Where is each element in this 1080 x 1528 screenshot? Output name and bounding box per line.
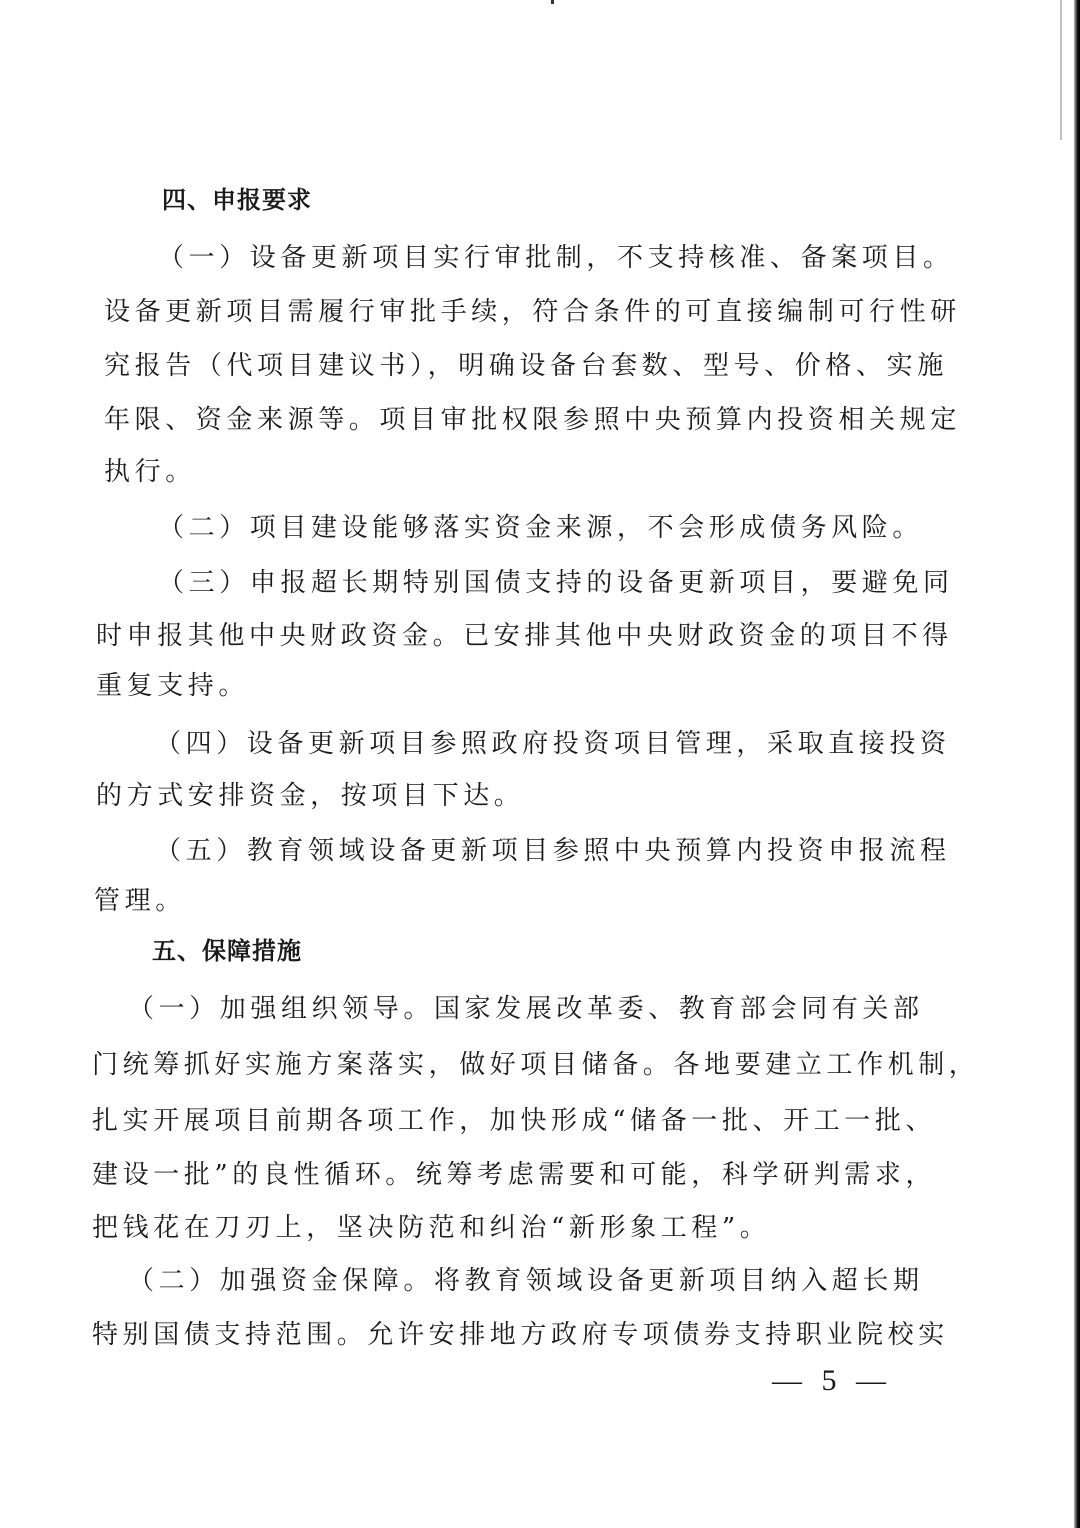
paragraph-line: （五）教育领域设备更新项目参照中央预算内投资申报流程: [155, 836, 951, 866]
paragraph-line: 时申报其他中央财政资金。已安排其他中央财政资金的项目不得: [96, 621, 953, 651]
scan-edge: [1074, 0, 1080, 1528]
paragraph-line: 特别国债支持范围。允许安排地方政府专项债券支持职业院校实: [92, 1320, 949, 1350]
paragraph-line: （一）设备更新项目实行审批制，不支持核准、备案项目。: [158, 243, 954, 273]
paragraph-line: 年限、资金来源等。项目审批权限参照中央预算内投资相关规定: [104, 405, 961, 435]
scan-mark: [551, 0, 554, 4]
scan-artifact: [1060, 0, 1062, 140]
section-heading-requirements: 四、申报要求: [162, 186, 312, 214]
paragraph-line: （四）设备更新项目参照政府投资项目管理，采取直接投资: [155, 729, 951, 759]
paragraph-line: （三）申报超长期特别国债支持的设备更新项目，要避免同: [158, 568, 954, 598]
section-heading-safeguards: 五、保障措施: [152, 937, 302, 965]
paragraph-line: （一）加强组织领导。国家发展改革委、教育部会同有关部: [128, 994, 924, 1024]
paragraph-line: （二）项目建设能够落实资金来源，不会形成债务风险。: [158, 513, 924, 543]
paragraph-line: 门统筹抓好实施方案落实，做好项目储备。各地要建立工作机制，: [92, 1050, 980, 1080]
paragraph-line: 重复支持。: [96, 671, 250, 701]
paragraph-line: 建设一批”的良性循环。统筹考虑需要和可能，科学研判需求，: [92, 1160, 937, 1190]
paragraph-line: 的方式安排资金，按项目下达。: [96, 781, 525, 811]
paragraph-line: 设备更新项目需履行审批手续，符合条件的可直接编制可行性研: [104, 297, 961, 327]
paragraph-line: 扎实开展项目前期各项工作，加快形成“储备一批、开工一批、: [92, 1106, 937, 1136]
paragraph-line: 把钱花在刀刃上，坚决防范和纠治“新形象工程”。: [92, 1213, 771, 1243]
paragraph-line: 究报告（代项目建议书），明确设备台套数、型号、价格、实施: [104, 351, 948, 381]
paragraph-line: 管理。: [94, 886, 186, 916]
paragraph-line: 执行。: [104, 457, 196, 487]
page-number: — 5 —: [772, 1364, 892, 1397]
paragraph-line: （二）加强资金保障。将教育领域设备更新项目纳入超长期: [128, 1266, 924, 1296]
